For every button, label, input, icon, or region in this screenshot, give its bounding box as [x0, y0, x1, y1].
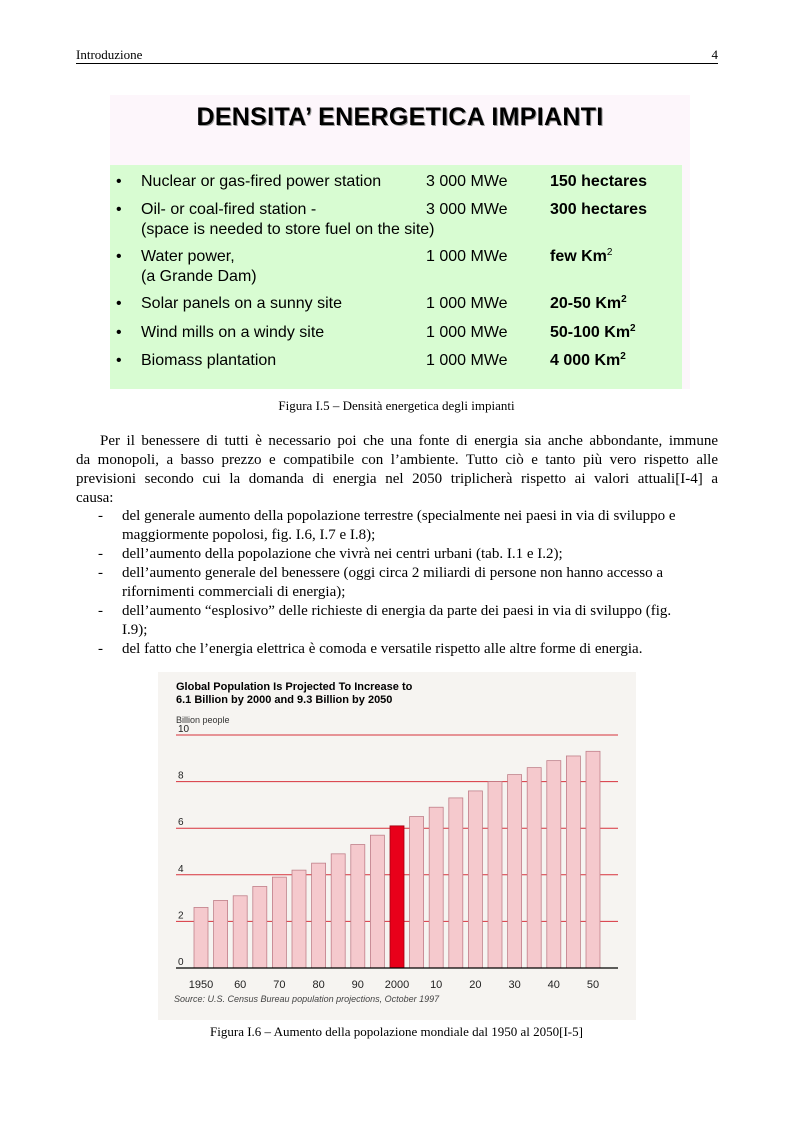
plant-power: 3 000 MWe: [426, 173, 508, 190]
bar-1995: [370, 835, 384, 968]
bar-1980: [312, 863, 326, 968]
body-paragraph: [76, 432, 718, 508]
paragraph-line: previsioni secondo cui la domanda di energia nel 2050 triplicherà rispetto ai valori attuali[I-4] a: [76, 471, 718, 487]
paragraph-line: da monopoli, a basso prezzo e compatibile con l’ambiente. Tutto ciò e tanto più vero rispetto alle: [76, 452, 718, 468]
bullet: •: [116, 248, 122, 265]
bar-1975: [292, 870, 306, 968]
plant-power: 1 000 MWe: [426, 324, 508, 341]
population-chart-svg: [158, 672, 636, 1020]
plant-power: 1 000 MWe: [426, 248, 508, 265]
plant-area: 300 hectares: [550, 201, 647, 218]
bar-2015: [449, 798, 463, 968]
bar-2045: [566, 756, 580, 968]
plant-power: 3 000 MWe: [426, 201, 508, 218]
header-page-number: 4: [711, 47, 718, 62]
plant-area: 50-100 Km$^2$: [550, 323, 636, 341]
list-item: - dell’aumento generale del benessere (oggi circa 2 miliardi di persone non hanno accesso a rifornimenti commerciali di energia);: [98, 565, 664, 600]
x-tick-label: 80: [312, 979, 325, 991]
plant-type: Nuclear or gas-fired power station: [141, 173, 382, 190]
y-tick-label: 6: [178, 817, 184, 829]
x-tick-label: 10: [430, 979, 443, 991]
x-tick-label: 60: [234, 979, 247, 991]
plant-type: Oil- or coal-fired station - (space is needed to store fuel on the site): [141, 201, 435, 238]
bullet: •: [116, 352, 122, 369]
x-tick-label: 70: [273, 979, 286, 991]
figure-caption-i6: Figura I.6 – Aumento della popolazione mondiale dal 1950 al 2050[I-5]: [210, 1024, 583, 1039]
list-item: - del generale aumento della popolazione terrestre (specialmente nei paesi in via di sviluppo e maggiormente popolosi, fig. I.6, I.7 e I.8);: [98, 508, 676, 543]
bar-2000: [390, 826, 404, 968]
plant-type: Solar panels on a sunny site: [141, 295, 343, 312]
paragraph-line: causa:: [76, 490, 114, 506]
bar-1970: [272, 877, 286, 968]
y-tick-label: 2: [178, 910, 184, 922]
y-tick-label: 8: [178, 770, 184, 782]
plant-power: 1 000 MWe: [426, 295, 508, 312]
bar-2035: [527, 768, 541, 968]
plant-type: Biomass plantation: [141, 352, 277, 369]
bullet: •: [116, 295, 122, 312]
figure-caption-i5: Figura I.5 – Densità energetica degli impianti: [278, 398, 515, 413]
bar-1965: [253, 886, 267, 968]
bar-2020: [468, 791, 482, 968]
bar-1990: [351, 845, 365, 968]
list-item: - dell’aumento “esplosivo” delle richieste di energia da parte dei paesi in via di sviluppo (fig. I.9);: [98, 603, 672, 638]
bullet: •: [116, 173, 122, 190]
chart-source: Source: U.S. Census Bureau population projections, October 1997: [174, 994, 440, 1004]
causes-list: [76, 507, 718, 659]
chart-ylabel: Billion people: [176, 715, 230, 725]
x-tick-label: 30: [508, 979, 521, 991]
header-section-title: Introduzione: [76, 47, 143, 62]
x-tick-label: 20: [469, 979, 482, 991]
slide-table: [110, 165, 682, 389]
bullet: •: [116, 201, 122, 218]
bar-1955: [214, 900, 228, 968]
bullet: •: [116, 324, 122, 341]
bar-2050: [586, 751, 600, 968]
plant-power: 1 000 MWe: [426, 352, 508, 369]
plant-area: 20-50 Km$^2$: [550, 294, 627, 312]
population-chart: [158, 672, 636, 1020]
chart-title-line: Global Population Is Projected To Increase to: [176, 681, 413, 693]
plant-area: few Km$^2$: [550, 247, 613, 265]
y-tick-label: 0: [178, 957, 184, 968]
list-item: - del fatto che l’energia elettrica è comoda e versatile rispetto alle altre forme di energia.: [98, 641, 643, 657]
x-tick-label: 2000: [384, 979, 410, 991]
paragraph-line: Per il benessere di tutti è necessario poi che una fonte di energia sia anche abbondante, immune: [100, 433, 718, 449]
plant-type: Wind mills on a windy site: [141, 324, 325, 341]
chart-title-line: 6.1 Billion by 2000 and 9.3 Billion by 2050: [176, 694, 393, 706]
bar-1985: [331, 854, 345, 968]
bar-2025: [488, 782, 502, 968]
x-tick-label: 50: [586, 979, 600, 991]
y-tick-label: 4: [178, 863, 184, 875]
page-header: [76, 46, 718, 64]
bar-2030: [508, 775, 522, 968]
list-item: - dell’aumento della popolazione che vivrà nei centri urbani (tab. I.1 e I.2);: [98, 546, 563, 562]
bar-2010: [429, 807, 443, 968]
x-tick-label: 40: [547, 979, 560, 991]
bar-2005: [410, 817, 424, 968]
x-tick-label: 90: [351, 979, 364, 991]
plant-type: Water power, (a Grande Dam): [141, 248, 257, 285]
x-tick-label: 1950: [188, 979, 214, 991]
slide-title: DENSITA’ ENERGETICA IMPIANTI: [196, 103, 604, 131]
bar-1950: [194, 907, 208, 968]
y-tick-label: 10: [178, 724, 190, 735]
plant-area: 150 hectares: [550, 173, 647, 190]
energy-density-slide: [110, 95, 690, 389]
plant-area: 4 000 Km$^2$: [550, 351, 626, 369]
bar-1960: [233, 896, 247, 968]
bar-2040: [547, 761, 561, 968]
